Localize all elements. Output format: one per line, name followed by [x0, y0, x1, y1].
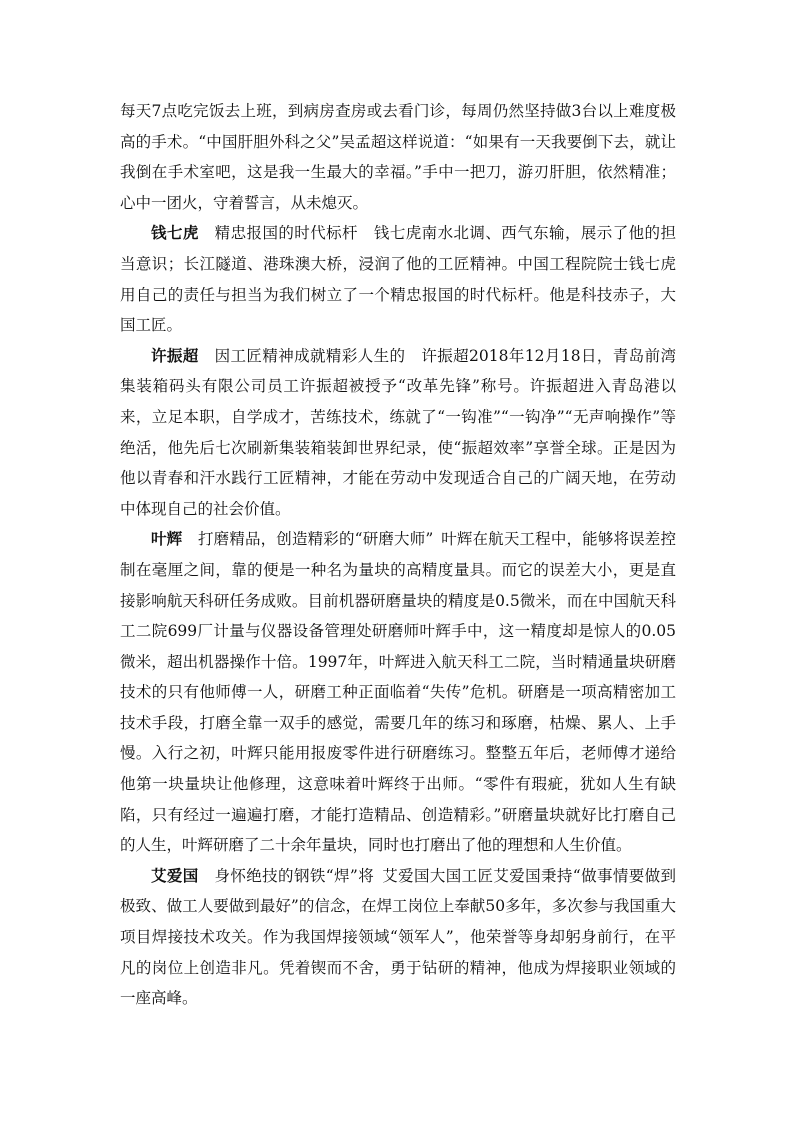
section-name: 许振超 [151, 346, 199, 365]
section-name: 艾爱国 [151, 866, 199, 885]
section-headline: 身怀绝技的钢铁“焊”将 [214, 866, 375, 885]
section-name: 钱七虎 [151, 224, 199, 243]
intro-paragraph: 每天7点吃完饭去上班，到病房查房或去看门诊，每周仍然坚持做3台以上难度极高的手术。“中国肝胆外科之父”吴孟超这样说道：“如果有一天我要倒下去，就让我倒在手术室吧，这是我一生最大的幸福。”手中一把刀，游刃肝胆，依然精准；心中一团火，守着誓言，从未熄灭。 [120, 102, 676, 212]
section-paragraph-ai-aiguo [120, 861, 676, 1014]
section-headline: 精忠报国的时代标杆 [214, 224, 358, 243]
section-paragraph-xu-zhenchao [120, 341, 676, 525]
section-headline: 因工匠精神成就精彩人生的 [214, 346, 406, 365]
section-name: 叶辉 [151, 530, 183, 549]
section-body: 艾爱国大国工匠艾爱国秉持“做事情要做到极致、做工人要做到最好”的信念，在焊工岗位上奉献50多年，多次参与我国重大项目焊接技术攻关。作为我国焊接领域“领军人”，他荣誉等身却躬身前行，在平凡的岗位上创造非凡。凭着锲而不舍，勇于钻研的精神，他成为焊接职业领域的一座高峰。 [120, 866, 676, 1008]
section-paragraph-qian-qihu [120, 218, 676, 340]
section-body: 许振超2018年12月18日，青岛前湾集装箱码头有限公司员工许振超被授予“改革先锋”称号。许振超进入青岛港以来，立足本职，自学成才，苦练技术，练就了“一钩准”“一钩净”“无声响操作”等绝活，他先后七次刷新集装箱装卸世界纪录，使“振超效率”享誉全球。正是因为他以青春和汗水践行工匠精神，才能在劳动中发现适合自己的广阔天地，在劳动中体现自己的社会价值。 [120, 346, 677, 518]
section-body: 叶辉在航天工程中，能够将误差控制在毫厘之间，靠的便是一种名为量块的高精度量具。而它的误差大小，更是直接影响航天科研任务成败。目前机器研磨量块的精度是0.5微米，而在中国航天科工二院699厂计量与仪器设备管理处研磨师叶辉手中，这一精度却是惊人的0.05微米，超出机器操作十倍。1997年，叶辉进入航天科工二院，当时精通量块研磨技术的只有他师傅一人，研磨工种正面临着“失传”危机。研磨是一项高精密加工技术手段，打磨全靠一双手的感觉，需要几年的练习和琢磨，枯燥、累人、上手慢。入行之初，叶辉只能用报废零件进行研磨练习。整整五年后，老师傅才递给他第一块量块让他修理，这意味着叶辉终于出师。“零件有瑕疵，犹如人生有缺陷，只有经过一遍遍打磨，才能打造精品、创造精彩。”研磨量块就好比打磨自己的人生，叶辉研磨了二十余年量块，同时也打磨出了他的理想和人生价值。 [120, 530, 676, 855]
section-paragraph-ye-hui [120, 524, 676, 861]
document-page [120, 96, 676, 1014]
section-body: 钱七虎南水北调、西气东输，展示了他的担当意识；长江隧道、港珠澳大桥，浸润了他的工匠精神。中国工程院院士钱七虎用自己的责任与担当为我们树立了一个精忠报国的时代标杆。他是科技赤子，大国工匠。 [120, 224, 676, 335]
section-headline: 打磨精品，创造精彩的“研磨大师” [197, 530, 434, 549]
